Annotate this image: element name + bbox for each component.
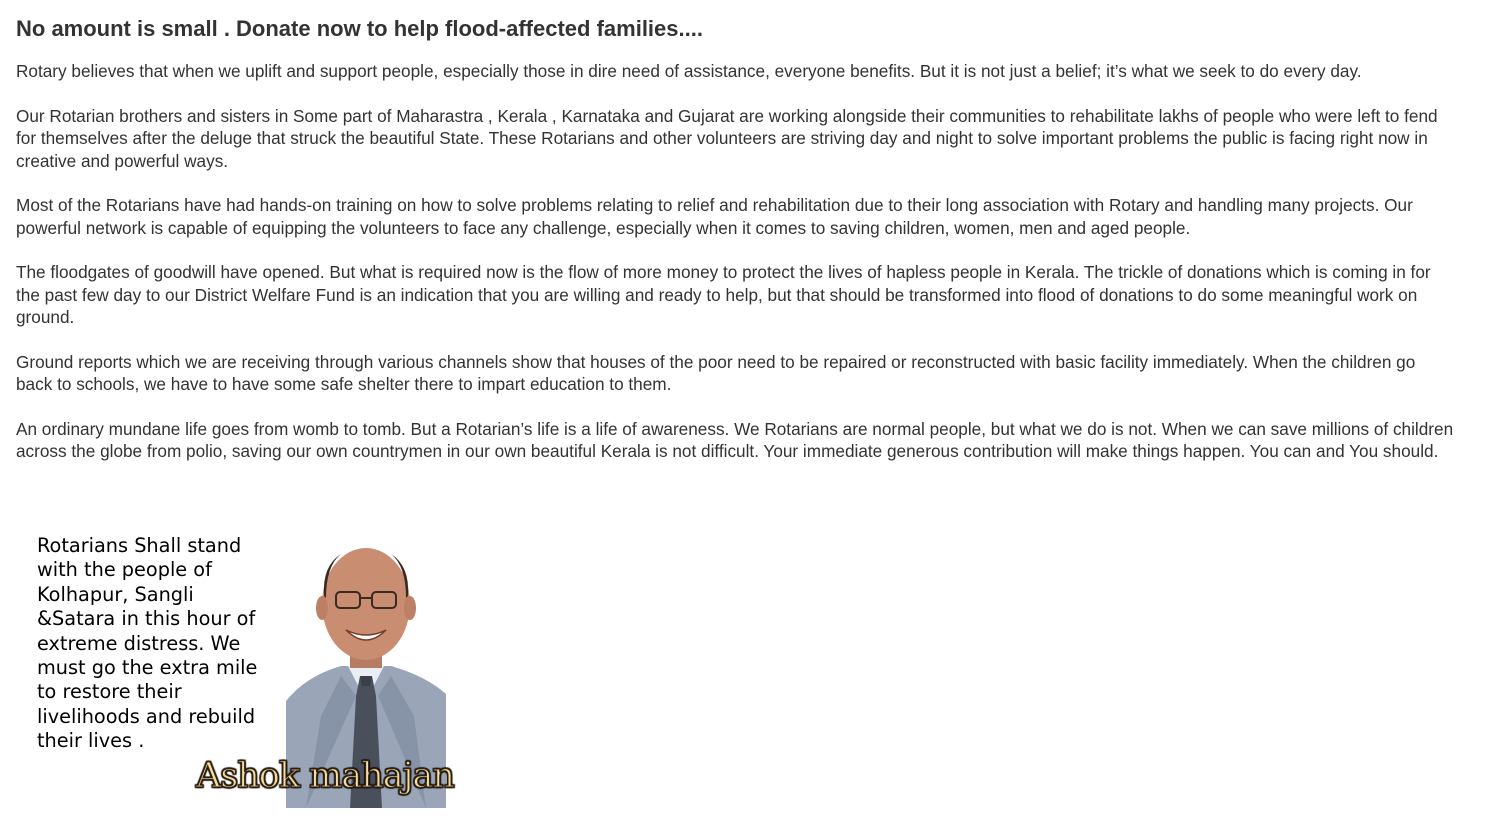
quote-text: Rotarians Shall stand with the people of Kolhapur, Sangli &Satara in this hour of extreme distress. We must go the extra mile to restore their livelihoods and rebuild their lives .: [37, 534, 258, 753]
article-paragraph-6: An ordinary mundane life goes from womb to tomb. But a Rotarian’s life is a life of awareness. We Rotarians are normal people, but what we do is not. When we can save millions of children across the globe from polio, saving our own countrymen in our own beautiful Kerala is not difficult. Your immediate generous contribution will make things happen. You can and You should.: [16, 418, 1454, 461]
article-paragraph-2: Our Rotarian brothers and sisters in Some part of Maharastra , Kerala , Karnataka and Gujarat are working alongside their communities to rehabilitate lakhs of people who were left to fend for themselves after the deluge that struck the beautiful State. These Rotarians and other volunteers are striving day and night to solve important problems the public is facing right now in creative and powerful ways.: [16, 105, 1438, 171]
article-paragraph-1: Rotary believes that when we uplift and support people, especially those in dire need of assistance, everyone benefits. But it is not just a belief; it’s what we seek to do every day.: [16, 61, 1362, 81]
article-paragraph-5: Ground reports which we are receiving through various channels show that houses of the poor need to be repaired or reconstructed with basic facility immediately. When the children go back to schools, we have to have some safe shelter there to impart education to them.: [16, 351, 1416, 394]
quote-image: [16, 526, 454, 808]
article-paragraph-4: The floodgates of goodwill have opened. But what is required now is the flow of more money to protect the lives of hapless people in Kerala. The trickle of donations which is coming in for the past few day to our District Welfare Fund is an indication that you are willing and ready to help, but that should be transformed into flood of donations to do some meaningful work on ground.: [16, 262, 1431, 327]
page-title: No amount is small . Donate now to help flood-affected families....: [16, 16, 703, 41]
article-content: [16, 14, 1456, 485]
signature-text: Ashok mahajan: [196, 756, 454, 796]
article-paragraph-3: Most of the Rotarians have had hands-on training on how to solve problems relating to relief and rehabilitation due to their long association with Rotary and handling many projects. Our powerful network is capable of equipping the volunteers to face any challenge, especially when it comes to saving children, women, men and aged people.: [16, 195, 1413, 238]
